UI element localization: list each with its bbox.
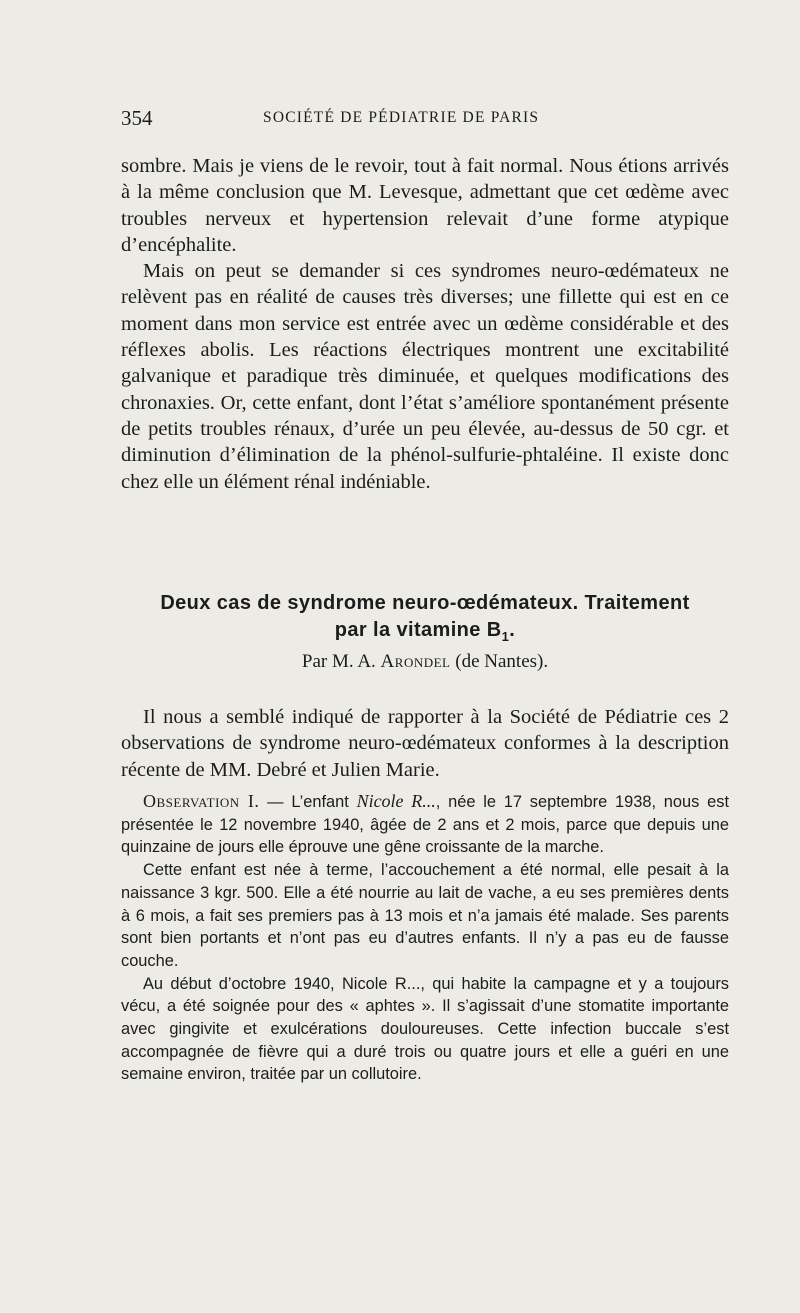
intro-text [121,153,729,495]
intro-paragraph-1: sombre. Mais je viens de le revoir, tout à fait normal. Nous étions arrivés à la même conclusion que M. Levesque, admettant que cet œdème avec troubles nerveux et hypertension relevait d’une forme atypique d’encéphalite. [121,155,729,256]
patient-name: Nicole R... [356,791,436,811]
title-subscript: 1 [501,629,510,644]
article-byline [121,651,729,673]
observation-dash: — L’enfant [259,793,357,811]
byline-suffix: (de Nantes). [455,651,549,672]
title-line-1: Deux cas de syndrome neuro-œdémateux. Traitement [160,592,690,614]
title-line-2 [121,617,729,650]
title-line-2-text: par la vitamine B [334,619,502,641]
observation-section [121,790,729,1086]
page-number: 354 [121,106,153,130]
running-title: SOCIÉTÉ DE PÉDIATRIE DE PARIS [263,109,540,126]
observation-paragraph-1-rest: , née le 17 septembre 1938, nous est présentée le 12 novembre 1940, âgée de 2 ans et 2 mois, parce que depuis une quinzaine de jours elle éprouve une gêne croissante de la marche. [121,793,729,857]
observation-paragraph-3: Au début d’octobre 1940, Nicole R..., qui habite la campagne et y a toujours vécu, a été soignée pour des « aphtes ». Il s’agissait d’une stomatite importante avec gingivite et exulcérations douloureuses. Cette infection buccale s’est accompagnée de fièvre qui a duré trois ou quatre jours et elle a guéri en une semaine environ, traitée par un collutoire. [121,974,729,1084]
article-intro [121,704,729,783]
article-intro-paragraph: Il nous a semblé indiqué de rapporter à la Société de Pédiatrie ces 2 observations de syndrome neuro-œdémateux conformes à la description récente de MM. Debré et Julien Marie. [121,706,729,781]
observation-label: Observation I. [143,791,260,811]
observation-paragraph-2: Cette enfant est née à terme, l’accouchement a été normal, elle pesait à la naissance 3 kgr. 500. Elle a été nourrie au lait de vache, a eu ses premières dents à 6 mois, a fait ses premiers pas à 13 mois et n’a jamais été malade. Ses parents sont bien portants et n’ont pas eu d’autres enfants. Il n’y a pas eu de fausse couche. [121,861,729,970]
byline-author: Arondel [380,651,451,672]
observation-paragraph-1 [121,790,729,859]
byline-prefix: Par M. A. [301,651,376,672]
title-line-2-end: . [509,619,516,641]
page-header [121,106,729,136]
intro-paragraph-2: Mais on peut se demander si ces syndromes neuro-œdémateux ne relèvent pas en réalité de causes très diverses; une fillette qui est en ce moment dans mon service est entrée avec un œdème considérable et des réflexes abolis. Les réactions électriques montrent une excitabilité galvanique et paradique très diminuée, et quelques modifications des chronaxies. Or, cette enfant, dont l’état s’améliore spontanément présente de petits troubles rénaux, d’urée un peu élevée, au-dessus de 50 cgr. et diminution d’élimination de la phénol-sulfurie-phtaléine. Il existe donc chez elle un élément rénal indéniable. [121,260,729,493]
article-title [121,590,729,650]
